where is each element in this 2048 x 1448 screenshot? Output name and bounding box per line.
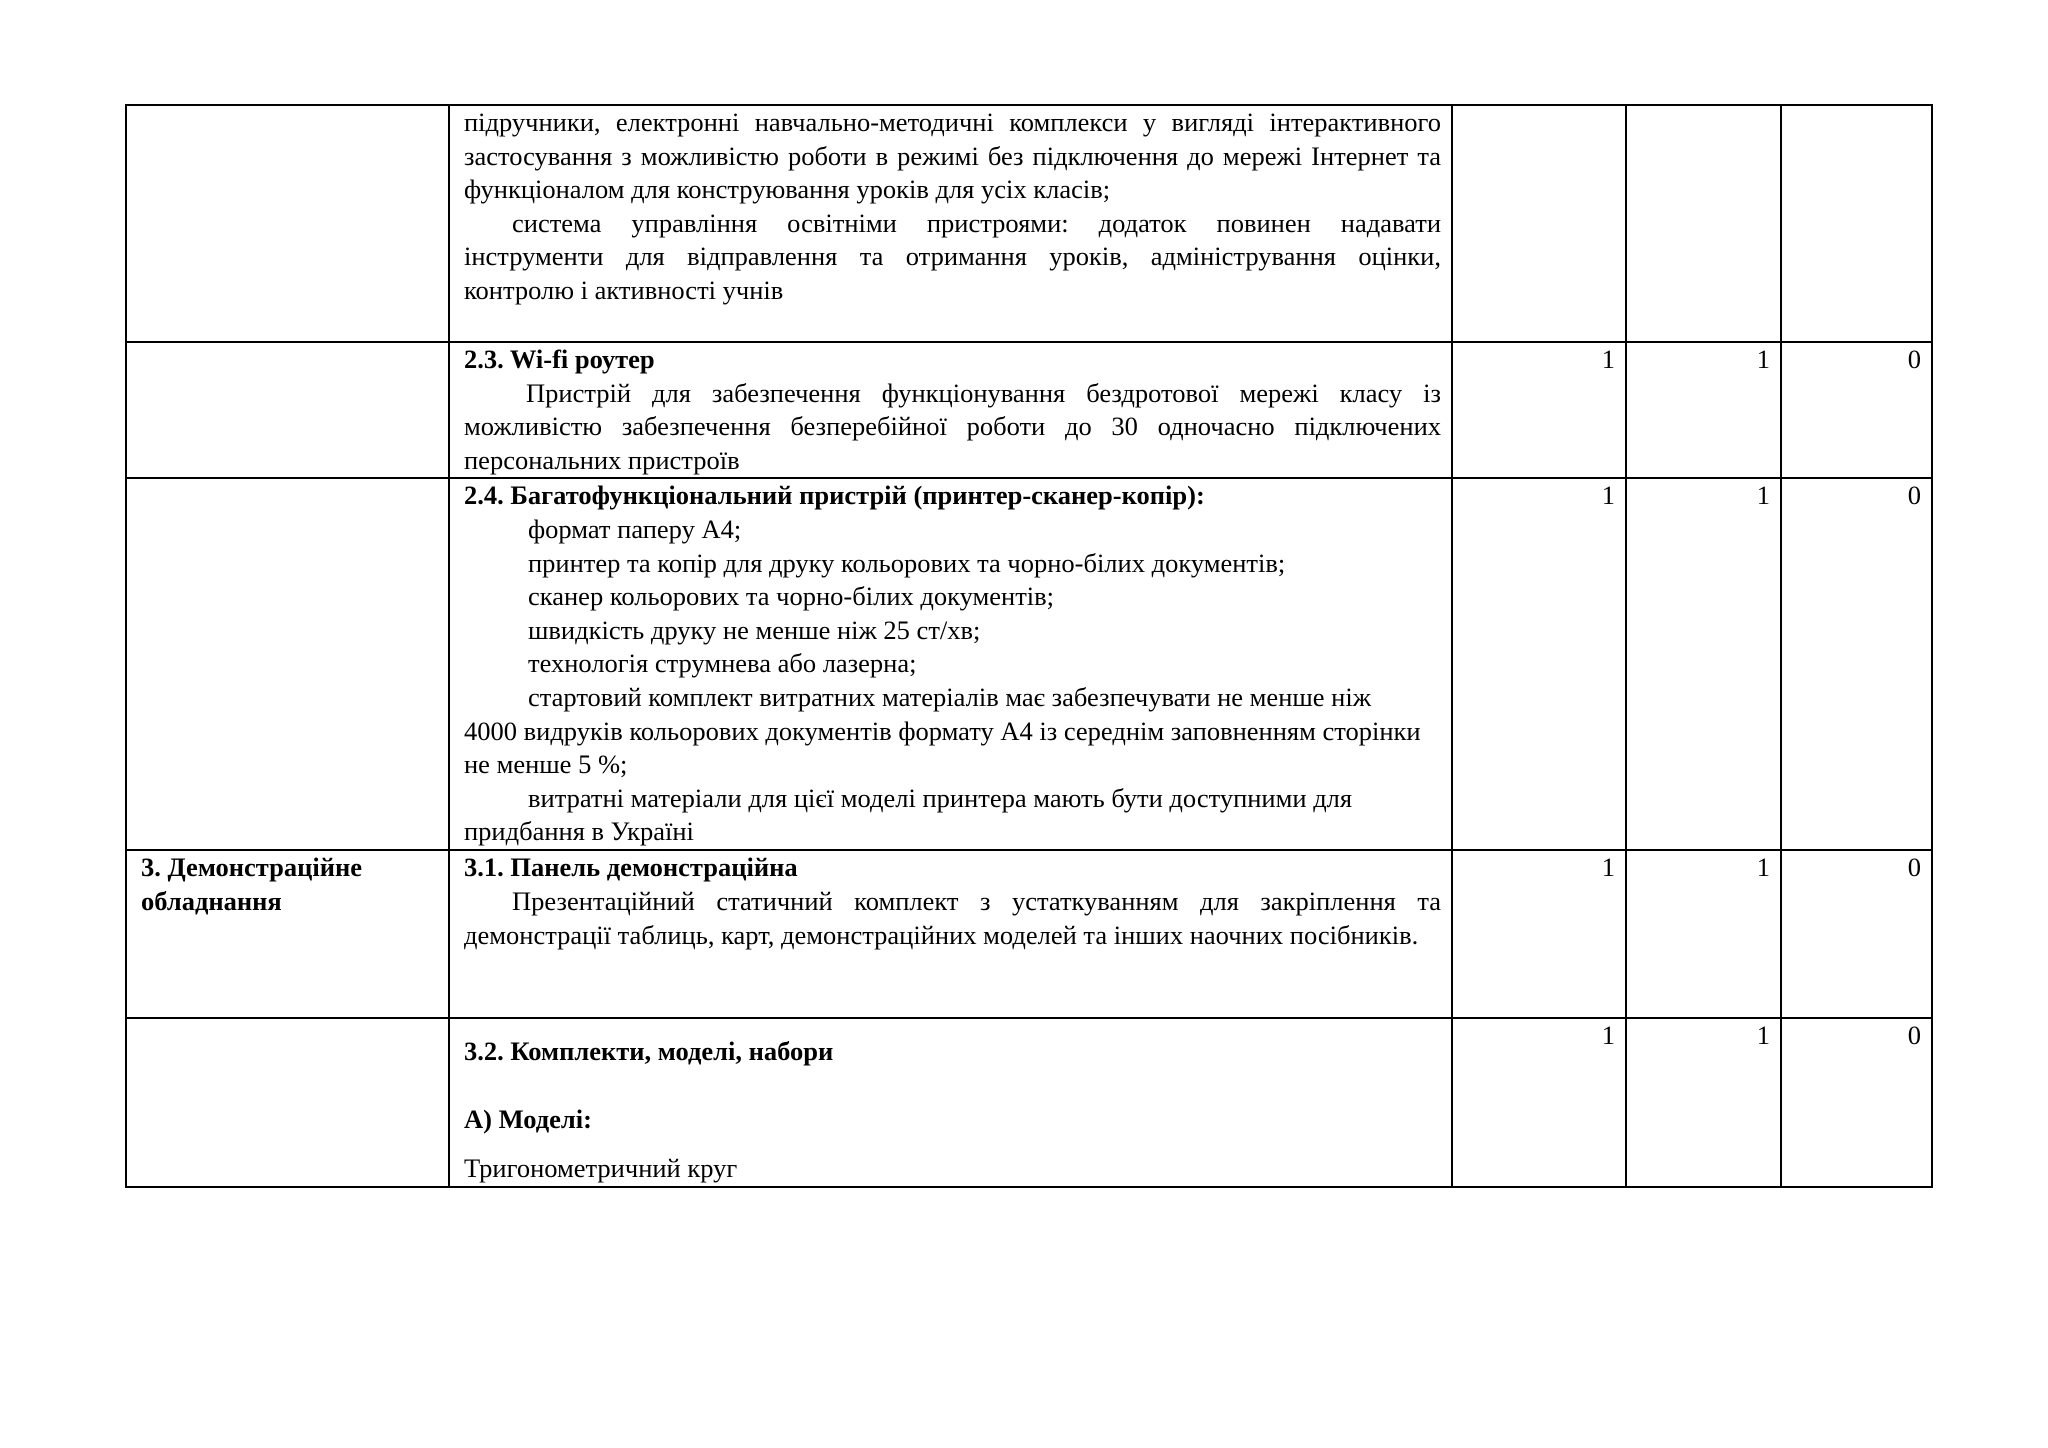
category-cell xyxy=(126,478,449,850)
table-row xyxy=(126,1018,1932,1186)
equipment-spec-table xyxy=(125,104,1933,1188)
description-paragraph: підручники, електронні навчально-методичні комплекси у вигляді інтерактивного застосування з можливістю роботи в режимі без підключення до мережі Інтернет та функціоналом для конструювання уроків для усіх класів; xyxy=(464,107,1441,205)
quantity-cell xyxy=(1626,105,1781,342)
description-cell xyxy=(449,105,1452,342)
item-title: 2.4. Багатофункціональний пристрій (принтер-сканер-копір): xyxy=(464,480,1205,511)
description-cell xyxy=(449,342,1452,478)
description-cell xyxy=(449,850,1452,1018)
item-title: 3.1. Панель демонстраційна xyxy=(464,852,798,883)
table-row xyxy=(126,342,1932,478)
quantity-cell: 1 xyxy=(1626,342,1781,478)
quantity-cell: 1 xyxy=(1626,850,1781,1018)
category-cell xyxy=(126,105,449,342)
quantity-cell: 1 xyxy=(1452,342,1626,478)
description-paragraph: система управління освітніми пристроями: додаток повинен надавати інструменти для відправлення та отримання уроків, адміністрування оцінки, контролю і активності учнів xyxy=(464,207,1441,305)
description-cell xyxy=(449,478,1452,850)
quantity-cell: 0 xyxy=(1781,850,1932,1018)
category-cell xyxy=(126,342,449,478)
quantity-cell: 0 xyxy=(1781,342,1932,478)
spec-list-item: сканер кольорових та чорно-білих документів; xyxy=(528,581,1055,612)
description-paragraph: Пристрій для забезпечення функціонування бездротової мережі класу із можливістю забезпечення безперебійної роботи до 30 одночасно підключених персональних пристроїв xyxy=(464,377,1441,475)
quantity-cell: 1 xyxy=(1626,1018,1781,1186)
description-cell xyxy=(449,1018,1452,1186)
quantity-cell: 1 xyxy=(1452,850,1626,1018)
table-row xyxy=(126,478,1932,850)
spec-list-item: стартовий комплект витратних матеріалів має забезпечувати не менше ніж 4000 видруків кольорових документів формату А4 із середнім заповненням сторінки не менше 5 %; xyxy=(464,681,1421,780)
description-paragraph: Презентаційний статичний комплект з устаткуванням для закріплення та демонстрації таблиць, карт, демонстраційних моделей та інших наочних посібників. xyxy=(464,885,1441,950)
category-cell xyxy=(126,1018,449,1186)
quantity-cell: 0 xyxy=(1781,1018,1932,1186)
spec-list-item: технологія струмнева або лазерна; xyxy=(528,648,917,679)
quantity-cell: 0 xyxy=(1781,478,1932,850)
model-item: Тригонометричний круг xyxy=(464,1153,738,1184)
item-title: 2.3. Wi-fi роутер xyxy=(464,344,655,374)
quantity-cell: 1 xyxy=(1452,478,1626,850)
item-title: 3.2. Комплекти, моделі, набори xyxy=(464,1036,834,1067)
quantity-cell: 1 xyxy=(1626,478,1781,850)
category-cell: 3. Демонстраційне обладнання xyxy=(126,850,449,1018)
spec-list-item: принтер та копір для друку кольорових та чорно-білих документів; xyxy=(528,547,1286,578)
item-subtitle: А) Моделі: xyxy=(464,1103,592,1134)
quantity-cell: 1 xyxy=(1452,1018,1626,1186)
table-row xyxy=(126,105,1932,342)
spec-list-item: швидкість друку не менше ніж 25 ст/хв; xyxy=(528,614,981,645)
spec-list-item: формат паперу А4; xyxy=(528,513,742,544)
spec-list-item: витратні матеріали для цієї моделі принтера мають бути доступними для придбання в Україні xyxy=(464,782,1353,847)
quantity-cell xyxy=(1452,105,1626,342)
quantity-cell xyxy=(1781,105,1932,342)
table-row xyxy=(126,850,1932,1018)
